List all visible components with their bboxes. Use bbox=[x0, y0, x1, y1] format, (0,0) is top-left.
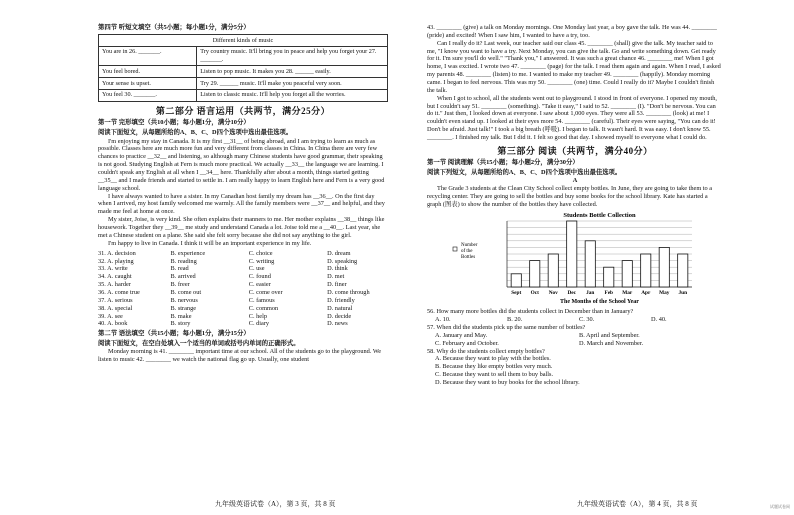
reading-instruction: 阅读下列短文，从每题所给的A、B、C、D四个选项中选出最佳选项。 bbox=[427, 169, 622, 177]
bar-apr bbox=[641, 254, 651, 287]
option[interactable]: A. Because they want to play with the bottles. bbox=[435, 355, 551, 363]
option-row bbox=[98, 273, 388, 281]
option[interactable]: B. 20. bbox=[507, 316, 523, 324]
option[interactable]: B. reading bbox=[170, 257, 197, 265]
cloze-paragraph: I'm enjoying my stay in Canada. It is my first __31__ of being abroad, and I am trying to learn as much as possible. Classes here are much more fun and very different from classes in China. In China there are very few chances to practice __32__ and listening, so although many Chinese students have good grammar, their speaking is not good. Studying English at Fern is much more practical. We actually __33__ the language we are learning. I couldn't speak any English at all when I __34__ here. Thankfully after about a month, things started getting __35__ and I made friends and started to settle in. I am really happy to learn English here and Fern is a very good language school. bbox=[98, 137, 385, 192]
option-row bbox=[98, 281, 388, 289]
bar-sept bbox=[511, 274, 521, 287]
bar-jan bbox=[585, 241, 595, 287]
table-cell: Try country music. It'll bring you in peace and help you forget your 27. _______. bbox=[197, 46, 388, 66]
grammar-heading: 第二节 语法填空（共15小题；每小题1分，满分15分） bbox=[98, 330, 250, 338]
grammar-instruction: 阅读下面短文，在空白处填入一个适当的单词或括号内单词的正确形式。 bbox=[98, 340, 300, 348]
option[interactable]: B. experience bbox=[170, 249, 206, 257]
option[interactable]: D. friendly bbox=[327, 296, 355, 304]
option[interactable]: D. 40. bbox=[651, 316, 667, 324]
option[interactable]: C. diary bbox=[248, 320, 270, 328]
question-57: 57. When did the students pick up the same number of bottles? bbox=[427, 324, 586, 332]
x-tick-label: Apr bbox=[641, 290, 651, 297]
option[interactable]: B. nervous bbox=[170, 296, 198, 304]
option[interactable]: D. come through bbox=[327, 288, 370, 296]
option[interactable]: 34. A. caught bbox=[98, 273, 132, 281]
x-tick-label: Nov bbox=[548, 290, 558, 297]
grammar-paragraph: 43. ________ (give) a talk on Monday mornings. One Monday last year, a boy gave the talk. He was 44. ________ (pride) and excited! When I saw him, I wanted to have a try, too. bbox=[427, 24, 717, 39]
legend-swatch bbox=[453, 247, 457, 251]
grammar-paragraph: Monday morning is 41. ________ important time at our school. All of the students go to the playground. We listen to music 42. ________ we watch the national flag go up. Usually, one student bbox=[98, 348, 382, 363]
chart-title: Students Bottle Collection bbox=[563, 212, 636, 220]
grammar-paragraph: Can I really do it? Last week, our teacher said our class 45. ________ (shall) give the talk. My teacher said to me, "I know you want to have a try. Next Monday, you can give the talk. Go and write something down. Get ready for it. I'm sure you'll do well." "Thank you," I answered. It was such a great chance 46. ________ me! When I got home, I was excited. I wrote two 47. ________ (page) for the talk. I read them again and again. When I read, I asked my parents 48. ________ (listen) to me. I wanted to make my teacher 49. ________ (happily). Monday morning came. I began to feel nervous. This was my 50. ________ (one) time. Could I really do it? Maybe I couldn't finish the talk. bbox=[427, 39, 721, 94]
q57-options bbox=[427, 332, 723, 348]
passage-letter: A bbox=[572, 177, 578, 184]
bar-mar bbox=[622, 261, 632, 287]
option[interactable]: D. news bbox=[327, 320, 348, 328]
option[interactable]: 33. A. write bbox=[98, 265, 128, 273]
bottle-chart bbox=[427, 209, 723, 308]
option[interactable]: 31. A. decision bbox=[98, 249, 136, 257]
option[interactable]: B. story bbox=[170, 320, 191, 328]
option-row bbox=[98, 320, 388, 328]
table-row bbox=[99, 66, 388, 78]
part3-title: 第三部分 阅读（共两节，满分40分） bbox=[497, 145, 653, 156]
reading-heading: 第一节 阅读理解（共15小题；每小题2分，满分30分） bbox=[427, 159, 579, 167]
table-cell: Your sense is upset. bbox=[99, 78, 197, 90]
option[interactable]: B. make bbox=[170, 312, 192, 320]
bottle-chart-svg bbox=[427, 209, 723, 305]
music-table-title: Different kinds of music bbox=[99, 35, 388, 47]
option[interactable]: C. famous bbox=[248, 296, 275, 304]
option[interactable]: C. Because they want to sell them to buy balls. bbox=[435, 371, 554, 379]
q56-options bbox=[427, 316, 723, 324]
cloze-paragraph: I have always wanted to have a sister. In my Canadian host family my dream has __36__. On the first day when I arrived, my host family welcomed me warmly. All the family members were __37__ and helpful, and they made me feel at home at once. bbox=[98, 192, 385, 216]
option[interactable]: 39. A. see bbox=[98, 312, 123, 320]
bar-feb bbox=[604, 268, 614, 288]
option-row bbox=[98, 258, 388, 266]
x-tick-label: Feb bbox=[604, 290, 614, 297]
option[interactable]: C. choice bbox=[248, 249, 273, 257]
option[interactable]: C. help bbox=[248, 312, 267, 320]
legend-label-line: of the bbox=[461, 249, 473, 255]
table-cell: Listen to pop music. It makes you 28. ______ easily. bbox=[197, 66, 388, 78]
table-row bbox=[99, 78, 388, 90]
bar-jun bbox=[678, 254, 688, 287]
x-tick-label: May bbox=[659, 290, 670, 297]
x-tick-label: Mar bbox=[622, 290, 633, 297]
option[interactable]: 40. A. book bbox=[98, 320, 128, 328]
option[interactable]: C. use bbox=[248, 265, 265, 273]
question-58: 58. Why do the students collect empty bottles? bbox=[427, 347, 545, 355]
x-axis-label: The Months of the School Year bbox=[560, 299, 639, 306]
option[interactable]: C. writing bbox=[248, 257, 275, 265]
cloze-heading: 第一节 完形填空（共10小题；每小题1分，满分10分） bbox=[98, 118, 250, 126]
right-column bbox=[427, 24, 723, 387]
listening-section-heading: 第四节 听短文填空（共5小题；每小题1分，满分5分） bbox=[98, 24, 250, 31]
option[interactable]: C. easier bbox=[248, 281, 271, 289]
table-cell: Listen to classic music. It'll help you forget all the worries. bbox=[197, 89, 388, 101]
option[interactable]: B. come out bbox=[170, 288, 202, 296]
option[interactable]: A. 10. bbox=[435, 316, 451, 324]
option[interactable]: D. think bbox=[327, 265, 348, 273]
cloze-options bbox=[98, 250, 388, 329]
bar-dec bbox=[567, 221, 577, 287]
option[interactable]: A. January and May. bbox=[435, 331, 488, 339]
option[interactable]: C. come over bbox=[248, 288, 283, 296]
watermark-stamp: 试题试卷网 bbox=[770, 504, 790, 509]
x-tick-label: Dec bbox=[567, 290, 577, 297]
page-footer: 九年级英语试卷（A），第 3 页，共 8 页 bbox=[215, 500, 336, 509]
option-row bbox=[98, 265, 388, 273]
option[interactable]: B. strange bbox=[170, 304, 197, 312]
option[interactable]: B. arrived bbox=[170, 273, 196, 281]
option[interactable]: C. 30. bbox=[579, 316, 595, 324]
option[interactable]: C. found bbox=[248, 273, 271, 281]
option[interactable]: 38. A. special bbox=[98, 304, 133, 312]
option[interactable]: D. met bbox=[327, 273, 345, 281]
option-row bbox=[98, 305, 388, 313]
option-row bbox=[98, 250, 388, 258]
part2-title: 第二部分 语言运用（共两节，满分25分） bbox=[155, 105, 331, 116]
cloze-paragraph: My sister, Joise, is very kind. She often explains their manners to me. Her mother explains __38__ things like housework. Together they __39__ me study and understand Canada a lot. Joise told me a __40__. Last year, she met a Chinese student on a plane. She said she felt sorry because she did not say anything to the girl. bbox=[98, 216, 385, 239]
option[interactable]: B. April and September. bbox=[579, 331, 640, 339]
option[interactable]: D. Because they want to buy books for the school library. bbox=[435, 379, 580, 387]
option-row bbox=[98, 297, 388, 305]
table-cell: Try 29. ______ music. It'll make you peaceful very soon. bbox=[197, 78, 388, 90]
table-cell: You feel 30. _______. bbox=[99, 89, 197, 101]
option[interactable]: B. freer bbox=[170, 281, 190, 289]
option[interactable]: B. Because they like empty bottles very much. bbox=[435, 363, 553, 371]
cloze-paragraph: I'm happy to live in Canada. I think it will be an important experience in my life. bbox=[108, 239, 312, 247]
option[interactable]: C. February and October. bbox=[435, 339, 499, 347]
x-tick-label: Jan bbox=[586, 290, 595, 297]
option[interactable]: C. common bbox=[248, 304, 279, 312]
option[interactable]: 37. A. serious bbox=[98, 296, 133, 304]
option[interactable]: D. dream bbox=[327, 249, 351, 257]
reading-passage: The Grade 3 students at the Clean City School collect empty bottles. In June, they are going to take them to a recycling center. They are going to sell the bottles and buy some books for the school library. Kate has started a graph (图表) to show the number of the bottles they have collected. bbox=[427, 184, 713, 208]
bar-oct bbox=[530, 261, 540, 287]
table-row bbox=[99, 89, 388, 101]
cloze-instruction: 阅读下面短文，从每题所给的A、B、C、D四个选项中选出最佳选项。 bbox=[98, 128, 293, 136]
bar-may bbox=[659, 248, 669, 288]
bar-nov bbox=[548, 254, 558, 287]
table-cell: You feel bored. bbox=[99, 66, 197, 78]
option[interactable]: D. speaking bbox=[327, 257, 358, 265]
option[interactable]: D. decide bbox=[327, 312, 352, 320]
right-page bbox=[397, 0, 794, 515]
option[interactable]: D. March and November. bbox=[579, 339, 644, 347]
music-table bbox=[98, 34, 388, 102]
x-tick-label: Jun bbox=[678, 290, 688, 297]
option[interactable]: 36. A. come true bbox=[98, 288, 140, 296]
option-row bbox=[98, 313, 388, 321]
left-column bbox=[98, 24, 388, 364]
x-tick-label: Oct bbox=[530, 290, 539, 297]
option-row bbox=[98, 289, 388, 297]
page-footer: 九年级英语试卷（A），第 4 页，共 8 页 bbox=[577, 500, 698, 509]
x-tick-label: Sept bbox=[511, 290, 522, 297]
option[interactable]: B. read bbox=[170, 265, 189, 273]
q58-options bbox=[427, 355, 723, 386]
legend-label-line: Bottles bbox=[461, 255, 476, 261]
table-row bbox=[99, 46, 388, 66]
grammar-paragraph: When I got to school, all the students went out to playground. I stood in front of everyone. I opened my mouth, but I couldn't say 51. ________ (something). "Take it easy," I said to 52. ________ (I). "Don't be nervous. You can do it." Just then, I looked down at everyone. I saw about 1,000 eyes. They were all 53. ________ (look) at me! I couldn't even stand up. I looked at their eyes more 54. ________ (careful). Their eyes were saying, "You can do it! Don't be afraid. Just talk!" I took a big breath (呼吸). I began to talk. It wasn't hard. It was easy. I don't know 55. ________. I finished my talk. But I did it. I felt so good that day. I showed myself to everyone what I could do. bbox=[427, 94, 717, 142]
question-56: 56. How many more bottles did the students collect in December than in January? bbox=[427, 308, 634, 316]
option[interactable]: D. finer bbox=[327, 281, 347, 289]
legend-label-line: Number bbox=[461, 243, 478, 249]
option[interactable]: 32. A. playing bbox=[98, 257, 134, 265]
option[interactable]: D. natural bbox=[327, 304, 353, 312]
option[interactable]: 35. A. harder bbox=[98, 281, 131, 289]
table-cell: You are in 26. _______. bbox=[99, 46, 197, 66]
